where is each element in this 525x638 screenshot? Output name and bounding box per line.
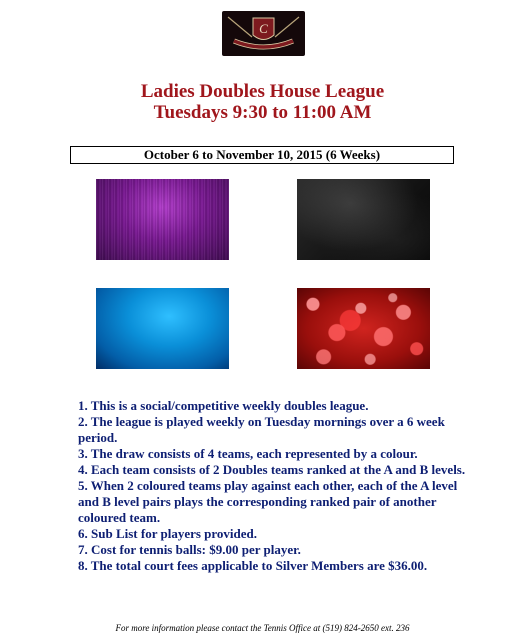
date-range-box: October 6 to November 10, 2015 (6 Weeks): [70, 146, 454, 164]
rule-item: 8. The total court fees applicable to Silver Members are $36.00.: [78, 558, 428, 573]
rule-item: 5. When 2 coloured teams play against each other, each of the A level and B level pairs plays the corresponding ranked pair of another coloured team.: [78, 478, 458, 525]
rule-item: 4. Each team consists of 2 Doubles teams ranked at the A and B levels.: [78, 462, 466, 477]
rule-item: 6. Sub List for players provided.: [78, 526, 258, 541]
rule-item: 1. This is a social/competitive weekly doubles league.: [78, 398, 369, 413]
rule-item: 2. The league is played weekly on Tuesday mornings over a 6 week period.: [78, 414, 445, 445]
club-crest-logo: [222, 11, 305, 56]
contact-footer: For more information please contact the Tennis Office at (519) 824-2650 ext. 236: [115, 623, 410, 633]
schedule-subtitle: Tuesdays 9:30 to 11:00 AM: [153, 102, 372, 123]
purple-team-swatch: [96, 179, 229, 260]
blue-team-swatch: [96, 288, 229, 369]
svg-text:C: C: [259, 21, 268, 36]
crest-icon: [222, 11, 305, 56]
league-rules-list: [78, 398, 468, 574]
rule-item: 7. Cost for tennis balls: $9.00 per player.: [78, 542, 301, 557]
black-team-swatch: [297, 179, 430, 260]
page-title: Ladies Doubles House League: [140, 81, 385, 102]
rule-item: 3. The draw consists of 4 teams, each represented by a colour.: [78, 446, 418, 461]
red-team-swatch: [297, 288, 430, 369]
